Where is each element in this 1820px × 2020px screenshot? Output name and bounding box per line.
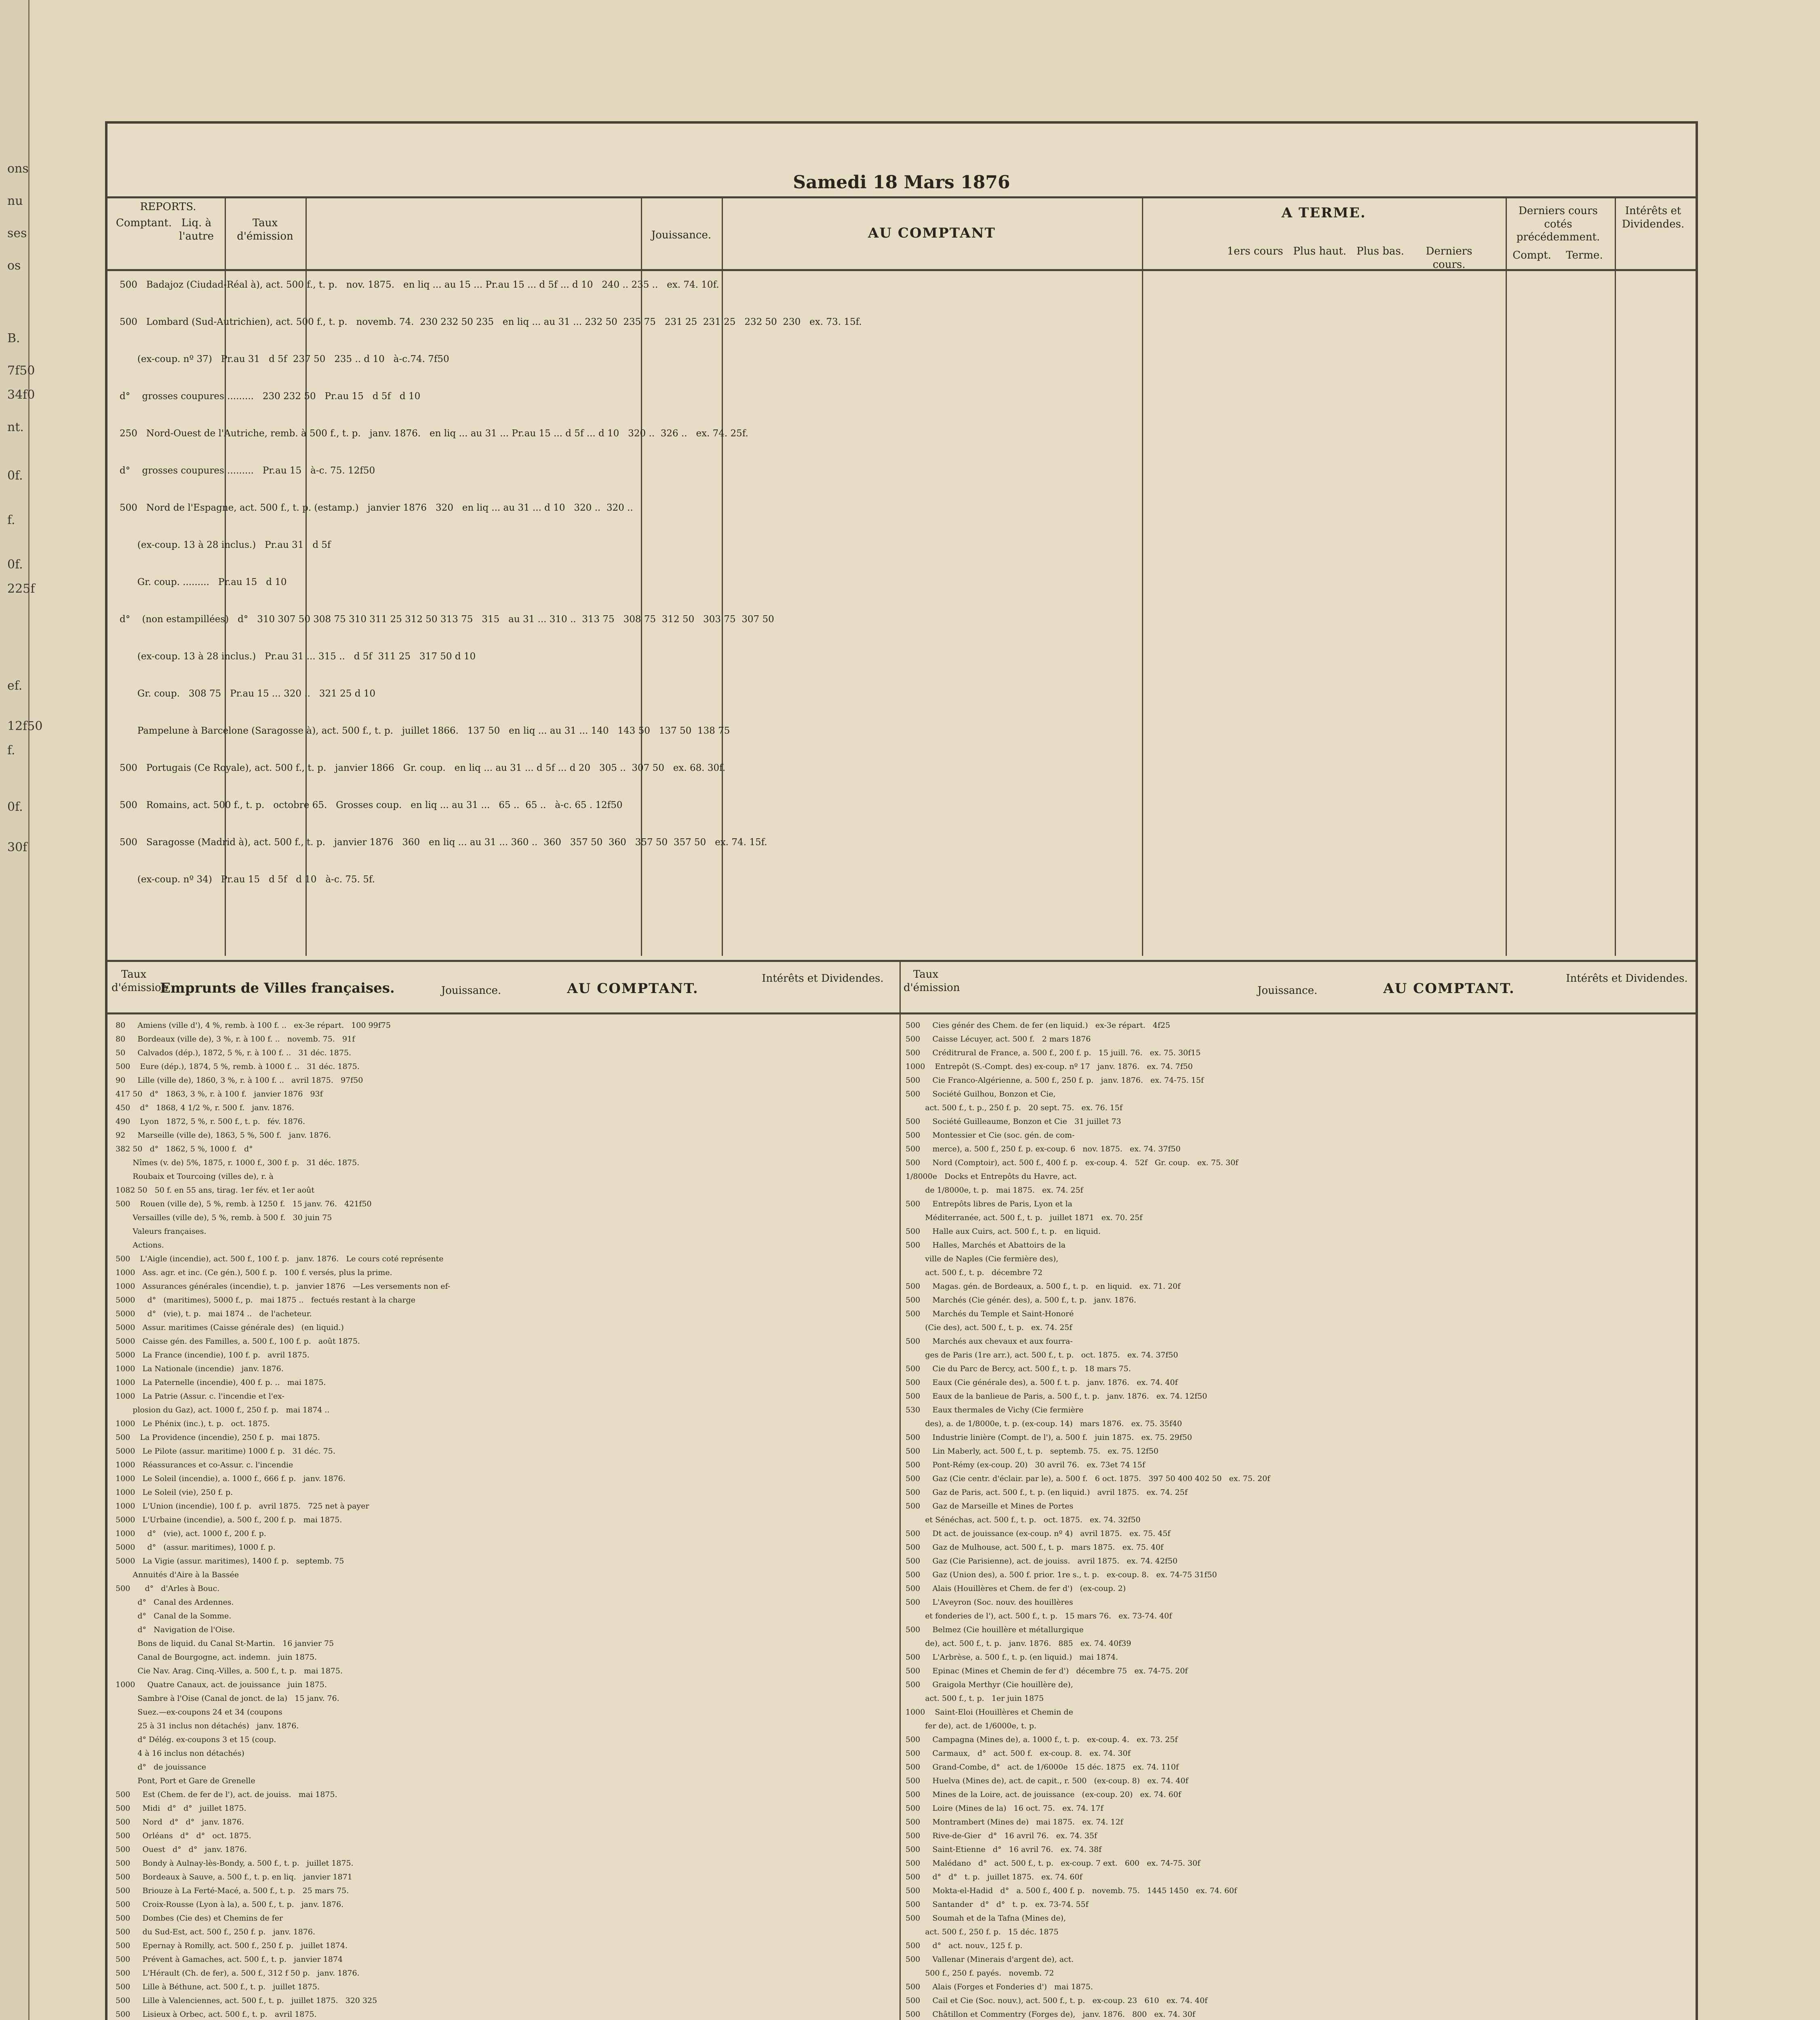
quote-row: 5000 L'Urbaine (incendie), a. 500 f., 200 f. p. mai 1875. [116,1515,342,1524]
quote-row: 530 Eaux thermales de Vichy (Cie fermière [906,1406,1084,1414]
quote-row: 500 Romains, act. 500 f., t. p. octobre 65. Grosses coup. en liq ... au 31 ... 65 .. 65 .. à-c. 65 . 12f50 [120,800,623,810]
quote-row: 500 Graigola Merthyr (Cie houillère de), [906,1680,1073,1689]
quote-row: d° Canal des Ardennes. [116,1598,234,1607]
quote-row: (ex-coup. nº 37) Pr.au 31 d 5f 237 50 235 .. d 10 à-c.74. 7f50 [120,354,449,364]
spine-mark: f. [7,513,15,527]
quote-row: Valeurs françaises. [116,1227,206,1236]
quote-row: 500 La Providence (incendie), 250 f. p. mai 1875. [116,1433,320,1442]
quote-row: 500 Marchés du Temple et Saint-Honoré [906,1309,1074,1318]
quote-row: 5000 La Vigie (assur. maritimes), 1400 f. p. septemb. 75 [116,1557,344,1566]
left-section-title: Emprunts de Villes françaises. [160,980,395,996]
quote-row: 500 Eaux (Cie générale des), a. 500 f. t. p. janv. 1876. ex. 74. 40f [906,1378,1178,1387]
spine-mark: f. [7,743,15,758]
quote-row: d° de jouissance [116,1763,206,1772]
quote-row: 500 merce), a. 500 f., 250 f. p. ex-coup. 6 nov. 1875. ex. 74. 37f50 [906,1145,1181,1153]
quote-row: 500 Cail et Cie (Soc. nouv.), act. 500 f., t. p. ex-coup. 23 610 ex. 74. 40f [906,1996,1208,2005]
quote-row: 500 Gaz (Union des), a. 500 f. prior. 1re s., t. p. ex-coup. 8. ex. 74-75 31f50 [906,1570,1217,1579]
quote-row: et Sénéchas, act. 500 f., t. p. oct. 1875. ex. 74. 32f50 [906,1515,1141,1524]
quote-row: Roubaix et Tourcoing (villes de), r. à [116,1172,274,1181]
center-column-rule [899,960,901,2020]
quote-row: 1000 Entrepôt (S.-Compt. des) ex-coup. nº 17 janv. 1876. ex. 74. 7f50 [906,1062,1193,1071]
quote-row: 500 Ouest d° d° janv. 1876. [116,1845,247,1854]
quote-row: 500 Malédano d° act. 500 f., t. p. ex-coup. 7 ext. 600 ex. 74-75. 30f [906,1859,1201,1868]
quote-row: et fonderies de l'), act. 500 f., t. p. 15 mars 76. ex. 73-74. 40f [906,1612,1172,1620]
left-comptant-header: AU COMPTANT. [567,981,699,997]
quote-row: (ex-coup. 13 à 28 inclus.) Pr.au 31 ... 315 .. d 5f 311 25 317 50 d 10 [120,651,476,662]
quote-row: 500 Eaux de la banlieue de Paris, a. 500 f., t. p. janv. 1876. ex. 74. 12f50 [906,1392,1207,1401]
quote-row: 80 Amiens (ville d'), 4 %, remb. à 100 f. .. ex-3e répart. 100 99f75 [116,1021,391,1030]
spine-mark: os [7,259,21,273]
quote-row: Suez.—ex-coupons 24 et 34 (coupons [116,1708,282,1717]
quote-row: d° (non estampillées) d° 310 307 50 308 75 310 311 25 312 50 313 75 315 au 31 ... 310 .. 313 75 308 75 312 50 303 75 307 50 [120,614,774,625]
spine-mark: 30f [7,840,27,854]
page-date-title: Samedi 18 Mars 1876 [793,172,1010,193]
quote-row: 500 Est (Chem. de fer de l'), act. de jouiss. mai 1875. [116,1790,337,1799]
quote-row: Pont, Port et Gare de Grenelle [116,1776,255,1785]
quote-row: 500 d° act. nouv., 125 f. p. [906,1941,1023,1950]
quote-row: Pampelune à Barcelone (Saragosse à), act. 500 f., t. p. juillet 1866. 137 50 en liq ... au 31 ... 140 143 50 137 50 138 75 [120,726,730,736]
quote-row: 500 L'Aveyron (Soc. nouv. des houillères [906,1598,1073,1607]
quote-row: 500 Badajoz (Ciudad-Réal à), act. 500 f., t. p. nov. 1875. en liq ... au 15 ... Pr.au 15 ... d 5f ... d 10 240 .. 235 .. ex. 74. 10f. [120,280,719,290]
quote-row: 500 f., 250 f. payés. novemb. 72 [906,1969,1054,1978]
quote-row: 1000 d° (vie), act. 1000 f., 200 f. p. [116,1529,266,1538]
quote-row: (ex-coup. 13 à 28 inclus.) Pr.au 31 d 5f [120,540,331,550]
reports-header: REPORTS. [140,201,196,213]
book-spine [0,0,43,2020]
quote-row: 500 Santander d° d° t. p. ex. 73-74. 55f [906,1900,1089,1909]
quote-row: ges de Paris (1re arr.), act. 500 f., t. p. oct. 1875. ex. 74. 37f50 [906,1351,1178,1359]
quote-row: 500 Lille à Béthune, act. 500 f., t. p. juillet 1875. [116,1982,320,1991]
quote-row: de 1/8000e, t. p. mai 1875. ex. 74. 25f [906,1186,1083,1195]
quote-row: 500 Entrepôts libres de Paris, Lyon et la [906,1199,1072,1208]
quote-row: 500 Mokta-el-Hadid d° a. 500 f., 400 f. p. novemb. 75. 1445 1450 ex. 74. 60f [906,1886,1237,1895]
quote-row: Méditerranée, act. 500 f., t. p. juillet 1871 ex. 70. 25f [906,1213,1143,1222]
quote-row: 80 Bordeaux (ville de), 3 %, r. à 100 f. .. novemb. 75. 91f [116,1035,355,1044]
quote-row: 500 Rouen (ville de), 5 %, remb. à 1250 f. 15 janv. 76. 421f50 [116,1199,372,1208]
quote-row: act. 500 f., t. p. 1er juin 1875 [906,1694,1044,1703]
right-section-body [906,1018,1689,2020]
jouissance-header: Jouissance. [651,229,712,241]
quote-row: 500 Orléans d° d° oct. 1875. [116,1831,251,1840]
quote-row: act. 500 f., 250 f. p. 15 déc. 1875 [906,1927,1059,1936]
quote-row: Versailles (ville de), 5 %, remb. à 500 f. 30 juin 75 [116,1213,332,1222]
quote-row: Annuités d'Aire à la Bassée [116,1570,239,1579]
quote-row: 500 Gaz (Cie Parisienne), act. de jouiss. avril 1875. ex. 74. 42f50 [906,1557,1178,1566]
spine-mark: 0f. [7,800,23,814]
quote-row: 500 Cie Franco-Algérienne, a. 500 f., 250 f. p. janv. 1876. ex. 74-75. 15f [906,1076,1204,1085]
spine-mark: 0f. [7,469,23,483]
quote-row: fer de), act. de 1/6000e, t. p. [906,1721,1036,1730]
quote-row: 500 Magas. gén. de Bordeaux, a. 500 f., t. p. en liquid. ex. 71. 20f [906,1282,1181,1291]
right-interets-header: Intérêts et Dividendes. [1566,972,1688,985]
quote-row: Nîmes (v. de) 5%, 1875, r. 1000 f., 300 f. p. 31 déc. 1875. [116,1158,360,1167]
comptant-header: Comptant. [116,217,172,229]
quote-row: 500 Pont-Rémy (ex-coup. 20) 30 avril 76. ex. 73et 74 15f [906,1460,1145,1469]
quote-row: 1000 Quatre Canaux, act. de jouissance juin 1875. [116,1680,327,1689]
quote-row: Sambre à l'Oise (Canal de jonct. de la) 15 janv. 76. [116,1694,339,1703]
quote-row: 500 Epinac (Mines et Chemin de fer d') décembre 75 ex. 74-75. 20f [906,1666,1188,1675]
quote-row: 500 Huelva (Mines de), act. de capit., r. 500 (ex-coup. 8) ex. 74. 40f [906,1776,1188,1785]
quote-row: 250 Nord-Ouest de l'Autriche, remb. à 500 f., t. p. janv. 1876. en liq ... au 31 ... Pr.au 15 ... d 5f ... d 10 320 .. 326 .. ex. 74. 25f. [120,428,748,439]
compt-header: Compt. [1512,249,1551,261]
quote-row: 500 Briouze à La Ferté-Macé, a. 500 f., t. p. 25 mars 75. [116,1886,349,1895]
quote-row: 500 Saint-Etienne d° 16 avril 76. ex. 74. 38f [906,1845,1102,1854]
quote-row: 500 Cie du Parc de Bercy, act. 500 f., t. p. 18 mars 75. [906,1364,1131,1373]
lower-header-rule [107,1012,1696,1014]
premiers-cours-header: 1ers cours [1227,245,1283,257]
quote-row: 500 Campagna (Mines de), a. 1000 f., t. p. ex-coup. 4. ex. 73. 25f [906,1735,1178,1744]
top-table-rule [107,196,1696,198]
liq-header: Liq. à l'autre [179,217,214,242]
quote-row: 5000 Caisse gén. des Familles, a. 500 f., 100 f. p. août 1875. [116,1337,360,1346]
quote-row: 5000 La France (incendie), 100 f. p. avril 1875. [116,1351,310,1359]
right-comptant-header: AU COMPTANT. [1383,981,1515,997]
spine-mark: 34f0 [7,388,35,402]
quote-row: 500 Grand-Combe, d° act. de 1/6000e 15 déc. 1875 ex. 74. 110f [906,1763,1179,1772]
quote-row: 500 du Sud-Est, act. 500 f., 250 f. p. janv. 1876. [116,1927,315,1936]
quote-row: d° Navigation de l'Oise. [116,1625,235,1634]
quote-row: des), a. de 1/8000e, t. p. (ex-coup. 14) mars 1876. ex. 75. 35f40 [906,1419,1182,1428]
spine-mark: 225f [7,582,35,596]
quote-row: d° grosses coupures ......... Pr.au 15 à-c. 75. 12f50 [120,465,375,476]
spine-mark: 12f50 [7,719,43,733]
quote-row: 500 Société Guilhou, Bonzon et Cie, [906,1090,1056,1098]
quote-row: 500 Montessier et Cie (soc. gén. de com- [906,1131,1075,1140]
quote-row: 500 Gaz (Cie centr. d'éclair. par le), a. 500 f. 6 oct. 1875. 397 50 400 402 50 ex. 75. 20f [906,1474,1270,1483]
quote-row: 500 Gaz de Mulhouse, act. 500 f., t. p. mars 1875. ex. 75. 40f [906,1543,1163,1552]
quote-row: 500 Industrie linière (Compt. de l'), a. 500 f. juin 1875. ex. 75. 29f50 [906,1433,1192,1442]
quote-row: 500 Lille à Valenciennes, act. 500 f., t. p. juillet 1875. 320 325 [116,1996,377,2005]
quote-row: 1000 Le Soleil (vie), 250 f. p. [116,1488,233,1497]
quote-row: Gr. coup. ......... Pr.au 15 d 10 [120,577,287,587]
quote-row: Bons de liquid. du Canal St-Martin. 16 janvier 75 [116,1639,334,1648]
spine-mark: nu [7,194,23,208]
quote-row: 1082 50 50 f. en 55 ans, tirag. 1er fév. et 1er août [116,1186,315,1195]
quote-row: 500 Lin Maberly, act. 500 f., t. p. septemb. 75. ex. 75. 12f50 [906,1447,1159,1456]
quote-row: 1000 Assurances générales (incendie), t. p. janvier 1876 —Les versements non ef- [116,1282,451,1291]
quote-row: 500 d° d'Arles à Bouc. [116,1584,220,1593]
spine-mark: ses [7,226,27,240]
quote-row: 500 L'Hérault (Ch. de fer), a. 500 f., 312 f 50 p. janv. 1876. [116,1969,360,1978]
quote-row: d° grosses coupures ......... 230 232 50 Pr.au 15 d 5f d 10 [120,391,421,402]
quote-row: 1000 L'Union (incendie), 100 f. p. avril 1875. 725 net à payer [116,1502,369,1511]
quote-row: Canal de Bourgogne, act. indemn. juin 1875. [116,1653,317,1662]
derniers-cotes-header: Derniers cours cotés précédemment. [1516,205,1600,243]
quote-row: 500 Dt act. de jouissance (ex-coup. nº 4) avril 1875. ex. 75. 45f [906,1529,1171,1538]
quote-row: 1000 La Patrie (Assur. c. l'incendie et l'ex- [116,1392,284,1401]
quote-row: 25 à 31 inclus non détachés) janv. 1876. [116,1721,299,1730]
terme-header: Terme. [1566,249,1603,261]
quote-row: 500 Halles, Marchés et Abattoirs de la [906,1241,1066,1250]
spine-mark: 0f. [7,558,23,572]
quote-row: de), act. 500 f., t. p. janv. 1876. 885 ex. 74. 40f39 [906,1639,1131,1648]
quote-row: 500 Belmez (Cie houillère et métallurgique [906,1625,1084,1634]
quote-row: 500 Rive-de-Gier d° 16 avril 76. ex. 74. 35f [906,1831,1097,1840]
derniers-cours-header: Derniers cours. [1426,245,1472,271]
a-terme-header: A TERME. [1281,205,1366,221]
quote-row: 500 Châtillon et Commentry (Forges de), janv. 1876. 800 ex. 74. 30f [906,2010,1195,2019]
left-interets-header: Intérêts et Dividendes. [762,972,884,985]
quote-row: 500 Loire (Mines de la) 16 oct. 75. ex. 74. 17f [906,1804,1104,1813]
quote-row: 500 Nord de l'Espagne, act. 500 f., t. p. (estamp.) janvier 1876 320 en liq ... au 31 ... d 10 320 .. 320 .. [120,503,633,513]
left-taux-header: Taux d'émission [112,968,168,994]
quote-row: 500 Cies génér des Chem. de fer (en liquid.) ex-3e répart. 4f25 [906,1021,1170,1030]
au-comptant-header: AU COMPTANT [868,225,996,241]
quote-row: 500 Lombard (Sud-Autrichien), act. 500 f., t. p. novemb. 74. 230 232 50 235 en liq ... au 31 ... 232 50 235 75 231 25 231 25 232 50 230 ex. 73. 15f. [120,317,862,327]
quote-row: 5000 Le Pilote (assur. maritime) 1000 f. p. 31 déc. 75. [116,1447,335,1456]
left-section-body [116,1018,895,2020]
quote-row: ville de Naples (Cie fermière des), [906,1254,1059,1263]
quote-row: 382 50 d° 1862, 5 %, 1000 f. d° [116,1145,253,1153]
spine-mark: ef. [7,679,23,693]
quote-row: 1000 Le Phénix (inc.), t. p. oct. 1875. [116,1419,270,1428]
quote-row: 500 Créditrural de France, a. 500 f., 200 f. p. 15 juill. 76. ex. 75. 30f15 [906,1048,1201,1057]
quote-row: 500 Nord d° d° janv. 1876. [116,1818,244,1826]
interets-header: Intérêts et Dividendes. [1622,205,1685,230]
top-table-body [120,277,1687,948]
quote-row: 500 Vallenar (Minerais d'argent de), act. [906,1955,1074,1964]
quote-row: 500 Société Guilleaume, Bonzon et Cie 31 juillet 73 [906,1117,1121,1126]
quote-row: 5000 d° (assur. maritimes), 1000 f. p. [116,1543,276,1552]
quote-row: 500 Mines de la Loire, act. de jouissance (ex-coup. 20) ex. 74. 60f [906,1790,1181,1799]
right-jouissance-header: Jouissance. [1257,985,1318,997]
quote-row: 1000 Le Soleil (incendie), a. 1000 f., 666 f. p. janv. 1876. [116,1474,345,1483]
quote-row: 4 à 16 inclus non détachés) [116,1749,244,1758]
quote-row: d° Canal de la Somme. [116,1612,232,1620]
quote-row: 500 Portugais (Ce Royale), act. 500 f., t. p. janvier 1866 Gr. coup. en liq ... au 31 ... d 5f ... d 20 305 .. 307 50 ex. 68. 30f. [120,763,726,773]
quote-row: 5000 Assur. maritimes (Caisse générale des) (en liquid.) [116,1323,344,1332]
quote-row: d° Délég. ex-coupons 3 et 15 (coup. [116,1735,276,1744]
quote-row: act. 500 f., t. p. décembre 72 [906,1268,1043,1277]
quote-row: Gr. coup. 308 75 Pr.au 15 ... 320 .. 321 25 d 10 [120,688,376,699]
quote-row: 90 Lille (ville de), 1860, 3 %, r. à 100 f. .. avril 1875. 97f50 [116,1076,363,1085]
quote-row: 500 Halle aux Cuirs, act. 500 f., t. p. en liquid. [906,1227,1101,1236]
quote-row: 500 d° d° t. p. juillet 1875. ex. 74. 60f [906,1873,1083,1881]
lower-section-rule [107,960,1696,962]
quote-row: 450 d° 1868, 4 1/2 %, r. 500 f. janv. 1876. [116,1103,294,1112]
quote-row: 500 Soumah et de la Tafna (Mines de), [906,1914,1066,1923]
quote-row: 500 Epernay à Romilly, act. 500 f., 250 f. p. juillet 1874. [116,1941,348,1950]
quote-row: 500 Nord (Comptoir), act. 500 f., 400 f. p. ex-coup. 4. 52f Gr. coup. ex. 75. 30f [906,1158,1239,1167]
quote-row: 500 Saragosse (Madrid à), act. 500 f., t. p. janvier 1876 360 en liq ... au 31 ... 360 .. 360 357 50 360 357 50 357 50 ex. 74. 15f. [120,837,767,848]
quote-row: 490 Lyon 1872, 5 %, r. 500 f., t. p. fév. 1876. [116,1117,305,1126]
quote-row: 500 Montrambert (Mines de) mai 1875. ex. 74. 12f [906,1818,1123,1826]
quote-row: 500 Croix-Rousse (Lyon à la), a. 500 f., t. p. janv. 1876. [116,1900,344,1909]
spine-mark: B. [7,331,20,345]
quote-row: (Cie des), act. 500 f., t. p. ex. 74. 25f [906,1323,1072,1332]
spine-mark: ons [7,162,29,176]
quote-row: 1/8000e Docks et Entrepôts du Havre, act. [906,1172,1077,1181]
quote-row: 500 Caisse Lécuyer, act. 500 f. 2 mars 1876 [906,1035,1091,1044]
quote-row: 500 Bondy à Aulnay-lès-Bondy, a. 500 f., t. p. juillet 1875. [116,1859,354,1868]
quote-row: (ex-coup. nº 34) Pr.au 15 d 5f d 10 à-c. 75. 5f. [120,874,375,885]
plus-bas-header: Plus bas. [1357,245,1404,257]
quote-row: 1000 La Nationale (incendie) janv. 1876. [116,1364,284,1373]
quote-row: 500 Eure (dép.), 1874, 5 %, remb. à 1000 f. .. 31 déc. 1875. [116,1062,360,1071]
quote-row: 500 Carmaux, d° act. 500 f. ex-coup. 8. ex. 74. 30f [906,1749,1131,1758]
quote-row: 500 Alais (Houillères et Chem. de fer d') (ex-coup. 2) [906,1584,1126,1593]
quote-row: Cie Nav. Arag. Cinq.-Villes, a. 500 f., t. p. mai 1875. [116,1666,343,1675]
quote-row: 417 50 d° 1863, 3 %, r. à 100 f. janvier 1876 93f [116,1090,323,1098]
quote-row: Actions. [116,1241,164,1250]
quote-row: 1000 Ass. agr. et inc. (Ce gén.), 500 f. p. 100 f. versés, plus la prime. [116,1268,392,1277]
quote-row: act. 500 f., t. p., 250 f. p. 20 sept. 75. ex. 76. 15f [906,1103,1123,1112]
taux-header: Taux d'émission [237,217,293,242]
quote-row: 5000 d° (vie), t. p. mai 1874 .. de l'acheteur. [116,1309,312,1318]
quote-row: 50 Calvados (dép.), 1872, 5 %, r. à 100 f. .. 31 déc. 1875. [116,1048,352,1057]
spine-mark: 7f50 [7,364,35,378]
quote-row: plosion du Gaz), act. 1000 f., 250 f. p. mai 1874 .. [116,1406,330,1414]
right-taux-header: Taux d'émission [904,968,960,994]
quote-row: 500 Prévent à Gamaches, act. 500 f., t. p. janvier 1874 [116,1955,343,1964]
quote-row: 500 Dombes (Cie des) et Chemins de fer [116,1914,283,1923]
quote-row: 1000 La Paternelle (incendie), 400 f. p. .. mai 1875. [116,1378,326,1387]
quote-row: 5000 d° (maritimes), 5000 f., p. mai 1875 .. fectués restant à la charge [116,1296,415,1305]
quote-row: 500 Gaz de Marseille et Mines de Portes [906,1502,1074,1511]
quote-row: 500 Gaz de Paris, act. 500 f., t. p. (en liquid.) avril 1875. ex. 74. 25f [906,1488,1188,1497]
spine-mark: nt. [7,420,24,434]
quote-row: 500 L'Aigle (incendie), act. 500 f., 100 f. p. janv. 1876. Le cours coté représente [116,1254,444,1263]
quote-row: 1000 Saint-Eloi (Houillères et Chemin de [906,1708,1073,1717]
quote-row: 500 Lisieux à Orbec, act. 500 f., t. p. avril 1875. [116,2010,317,2019]
quote-row: 1000 Réassurances et co-Assur. c. l'incendie [116,1460,293,1469]
quote-row: 500 Bordeaux à Sauve, a. 500 f., t. p. en liq. janvier 1871 [116,1873,352,1881]
left-jouissance-header: Jouissance. [441,985,501,997]
quote-row: 92 Marseille (ville de), 1863, 5 %, 500 f. janv. 1876. [116,1131,331,1140]
quote-row: 500 Alais (Forges et Fonderies d') mai 1875. [906,1982,1093,1991]
quote-row: 500 Midi d° d° juillet 1875. [116,1804,246,1813]
quote-row: 500 Marchés (Cie génér. des), a. 500 f., t. p. janv. 1876. [906,1296,1136,1305]
plus-haut-header: Plus haut. [1293,245,1346,257]
cote-sheet [105,121,1698,2020]
quote-row: 500 L'Arbrèse, a. 500 f., t. p. (en liquid.) mai 1874. [906,1653,1118,1662]
quote-row: 500 Marchés aux chevaux et aux fourra- [906,1337,1073,1346]
